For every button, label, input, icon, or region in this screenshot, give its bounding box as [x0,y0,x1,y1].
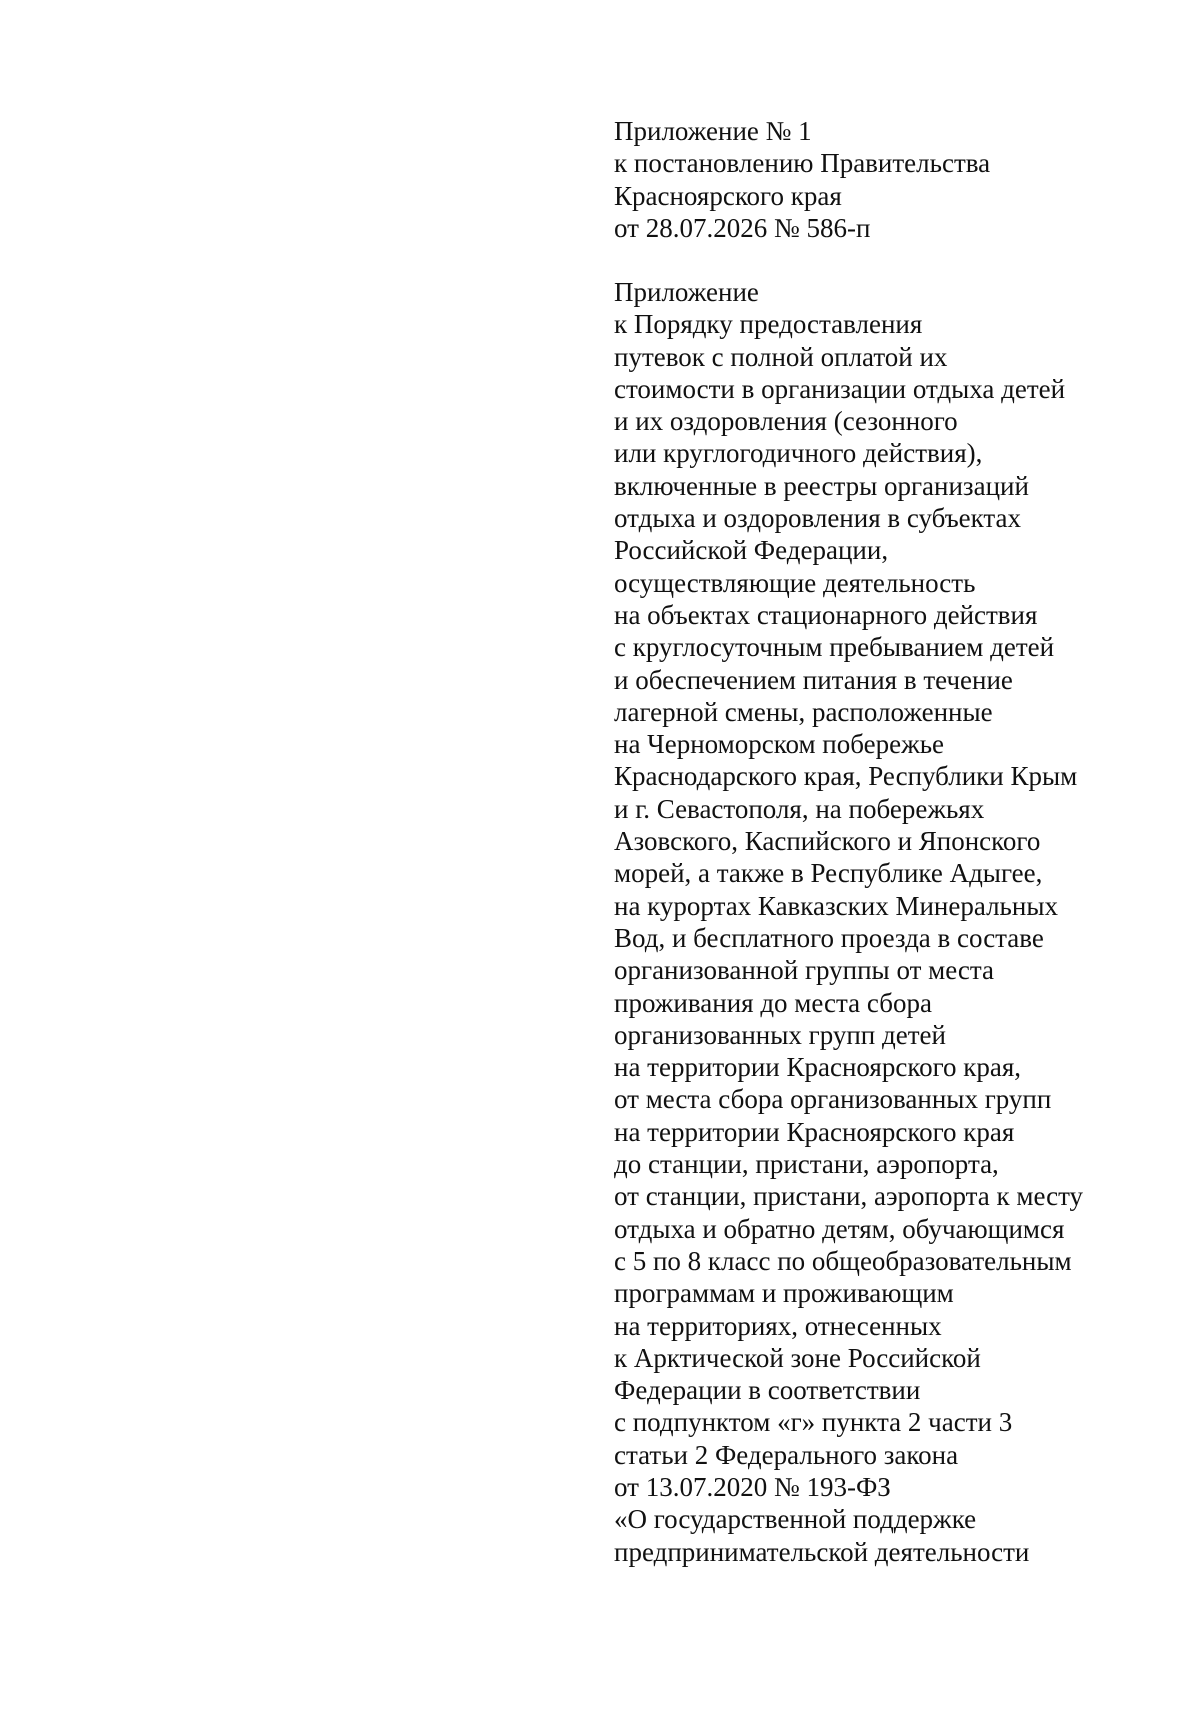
subheader-line: проживания до места сбора [614,987,932,1018]
subheader-line: отдыха и обратно детям, обучающимся [614,1213,1065,1244]
subheader-line: Российской Федерации, [614,535,889,566]
subheader-line: Приложение [614,277,759,307]
subheader-line: до станции, пристани, аэропорта, [614,1149,999,1180]
subheader-line: с круглосуточным пребыванием детей [614,632,1055,663]
header-line: Приложение № 1 [614,116,812,146]
subheader-line: Азовского, Каспийского и Японского [614,826,1041,857]
subheader-line: морей, а также в Республике Адыгее, [614,858,1043,889]
subheader-line: включенные в реестры организаций [614,470,1029,501]
subheader-line: на территории Красноярского края [614,1116,1015,1147]
header-line: от 28.07.2026 № 586-п [614,212,871,243]
subheader-line: от места сбора организованных групп [614,1084,1052,1115]
subheader-line: организованной группы от места [614,955,994,986]
subheader-line: или круглогодичного действия), [614,438,983,469]
subheader-line: Федерации в соответствии [614,1375,921,1406]
subheader-line: на Черноморском побережье [614,729,945,760]
subheader-line: к Арктической зоне Российской [614,1342,981,1373]
subheader-line: с 5 по 8 класс по общеобразовательным [614,1245,1072,1276]
subheader-line: лагерной смены, расположенные [614,696,993,727]
subheader-line: статьи 2 Федерального закона [614,1439,959,1470]
subheader-line: на объектах стационарного действия [614,599,1038,630]
subheader-line: стоимости в организации отдыха детей [614,373,1066,404]
subheader-line: Вод, и бесплатного проезда в составе [614,922,1044,953]
subheader-line: и их оздоровления (сезонного [614,406,958,437]
appendix-subheader [614,276,1083,1568]
subheader-line: на территории Красноярского края, [614,1052,1021,1083]
subheader-line: путевок с полной оплатой их [614,341,948,372]
subheader-line: от станции, пристани, аэропорта к месту [614,1181,1084,1212]
header-line: к постановлению Правительства [614,148,991,179]
subheader-line: к Порядку предоставления [614,309,923,340]
subheader-line: организованных групп детей [614,1019,946,1050]
subheader-line: от 13.07.2020 № 193-ФЗ [614,1471,891,1502]
subheader-line: на курортах Кавказских Минеральных [614,890,1058,921]
subheader-line: предпринимательской деятельности [614,1536,1030,1567]
header-line: Красноярского края [614,180,842,211]
subheader-line: с подпунктом «г» пункта 2 части 3 [614,1407,1013,1438]
subheader-line: программам и проживающим [614,1278,954,1309]
subheader-line: на территориях, отнесенных [614,1310,942,1341]
appendix-header [614,115,990,244]
subheader-line: и обеспечением питания в течение [614,664,1013,695]
subheader-line: и г. Севастополя, на побережьях [614,793,985,824]
subheader-line: «О государственной поддержке [614,1504,977,1535]
subheader-line: осуществляющие деятельность [614,567,976,598]
subheader-line: отдыха и оздоровления в субъектах [614,503,1022,534]
subheader-line: Краснодарского края, Республики Крым [614,761,1078,792]
